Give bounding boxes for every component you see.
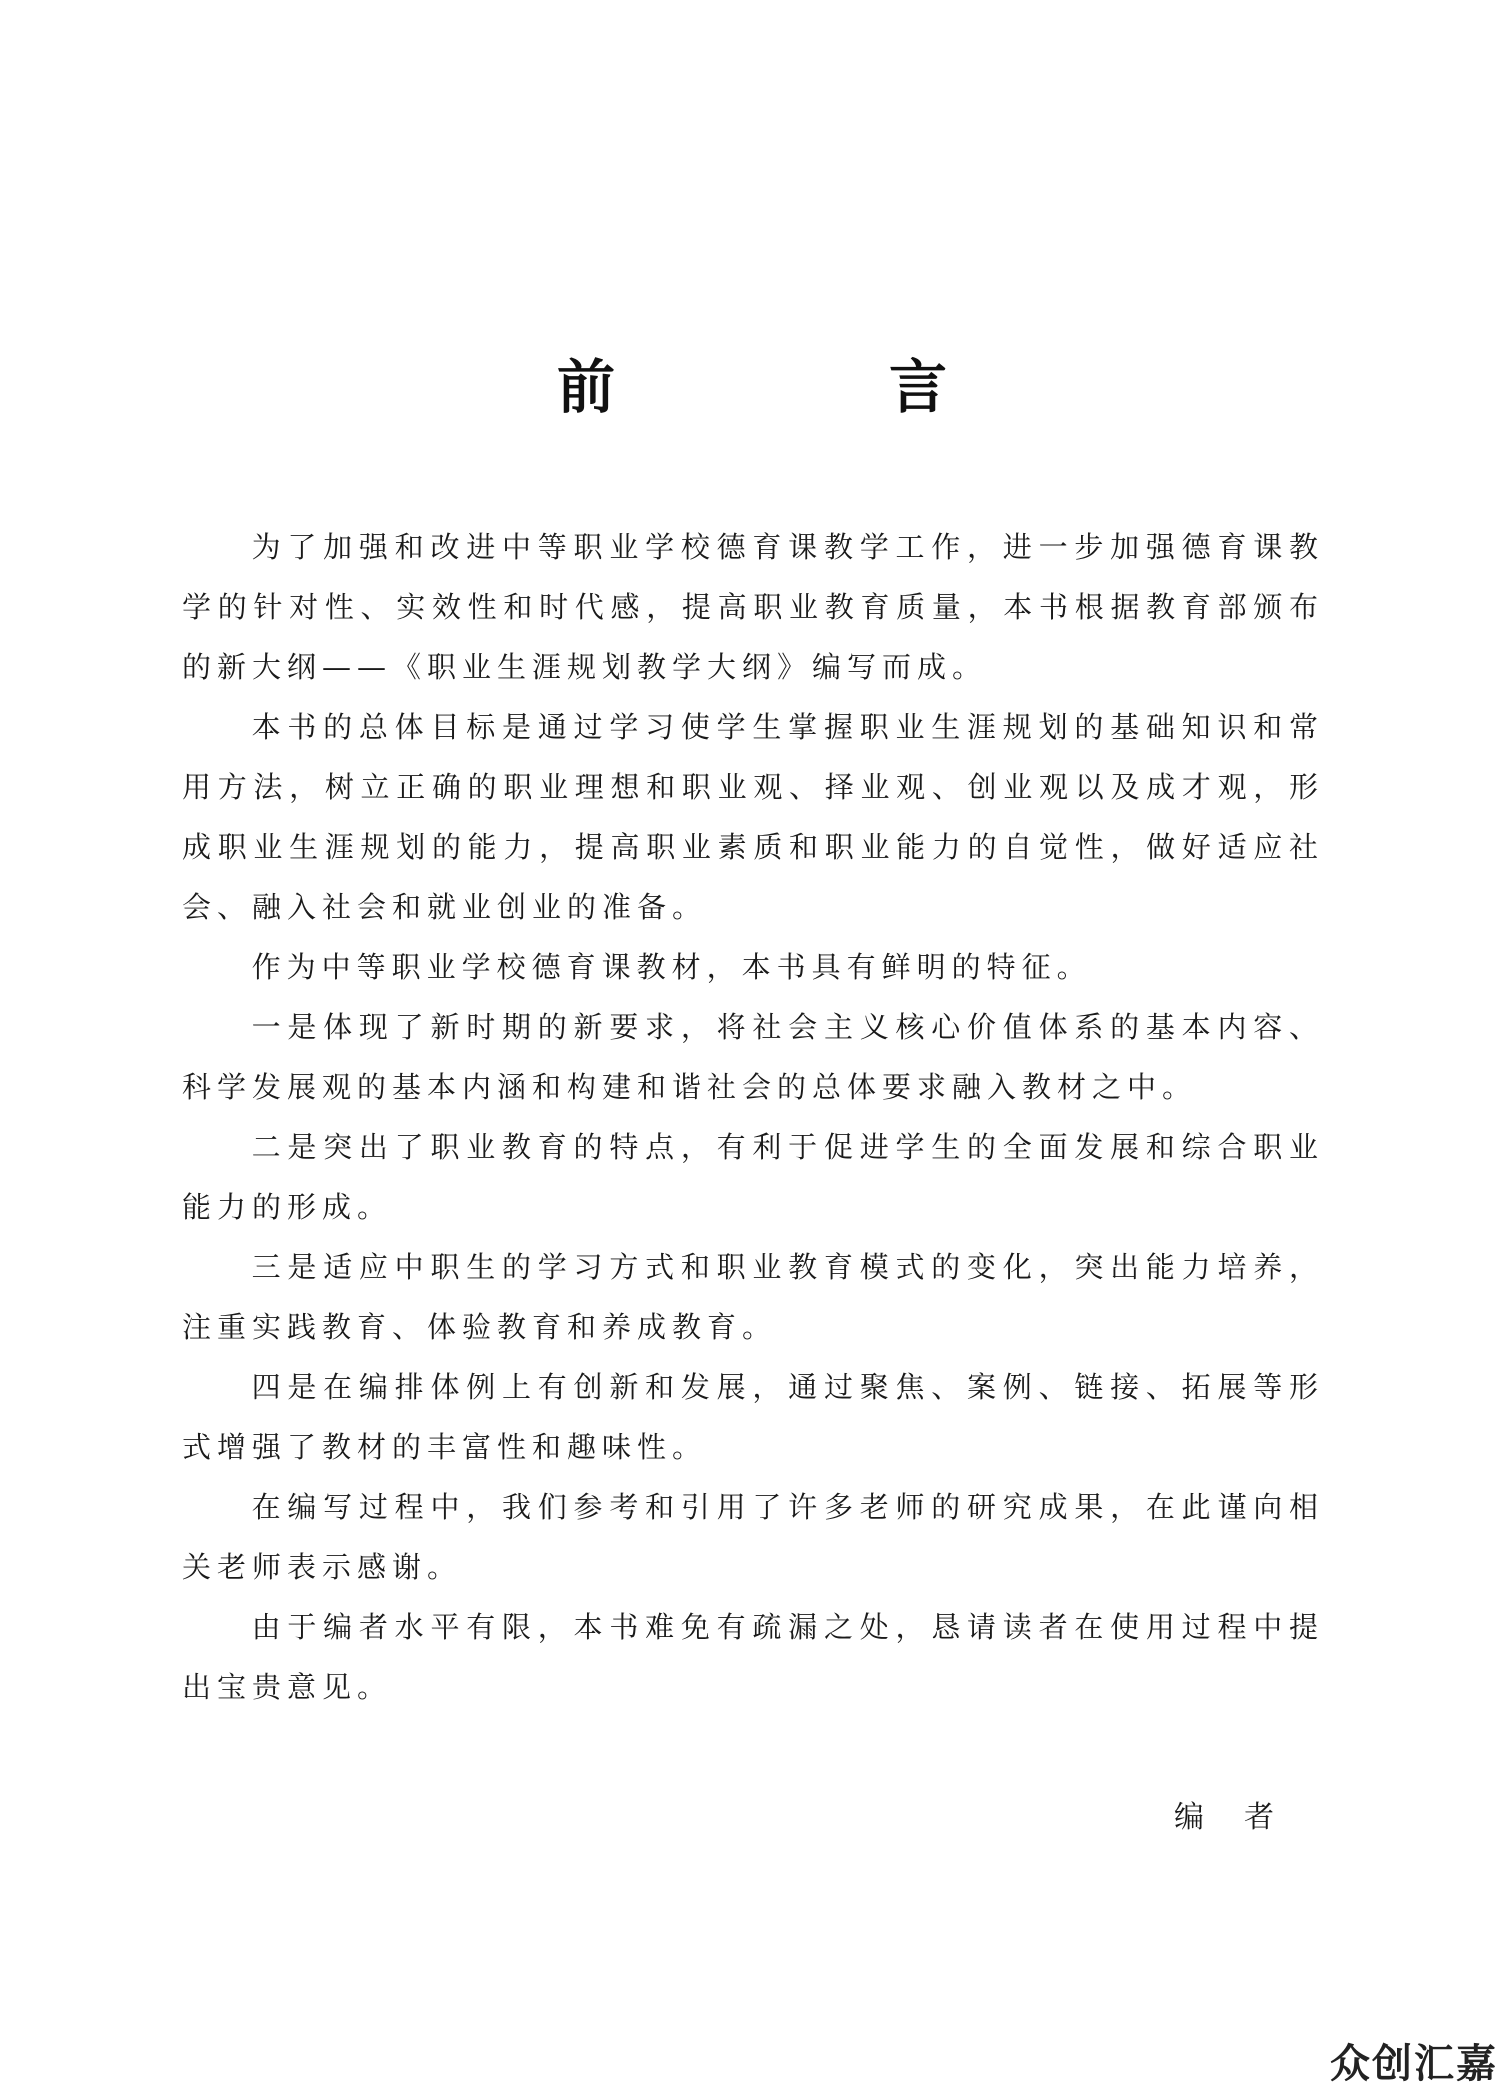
paragraph-7: 四是在编排体例上有创新和发展，通过聚焦、案例、链接、拓展等形式增强了教材的丰富性和趣味性。 xyxy=(182,1370,1324,1464)
paragraph-3: 作为中等职业学校德育课教材，本书具有鲜明的特征。 xyxy=(251,950,1092,984)
paragraph-6: 三是适应中职生的学习方式和职业教育模式的变化，突出能力培养，注重实践教育、体验教育和养成教育。 xyxy=(182,1250,1324,1344)
paragraph-2: 本书的总体目标是通过学习使学生掌握职业生涯规划的基础知识和常用方法，树立正确的职业理想和职业观、择业观、创业观以及成才观，形成职业生涯规划的能力，提高职业素质和职业能力的自觉性，做好适应社会、融入社会和就业创业的准备。 xyxy=(182,710,1324,924)
paragraph-8: 在编写过程中，我们参考和引用了许多老师的研究成果，在此谨向相关老师表示感谢。 xyxy=(182,1490,1324,1584)
paragraph-9: 由于编者水平有限，本书难免有疏漏之处，恳请读者在使用过程中提出宝贵意见。 xyxy=(182,1610,1324,1704)
paragraph-5: 二是突出了职业教育的特点，有利于促进学生的全面发展和综合职业能力的形成。 xyxy=(182,1130,1324,1224)
author-signature: 编者 xyxy=(1174,1800,1314,1835)
watermark-logo: 众创汇嘉 xyxy=(1330,2041,1498,2087)
preface-body xyxy=(182,517,1324,1717)
paragraph-4: 一是体现了新时期的新要求，将社会主义核心价值体系的基本内容、科学发展观的基本内涵和构建和谐社会的总体要求融入教材之中。 xyxy=(182,1010,1324,1104)
paragraph-1: 为了加强和改进中等职业学校德育课教学工作，进一步加强德育课教学的针对性、实效性和时代感，提高职业教育质量，本书根据教育部颁布的新大纲——《职业生涯规划教学大纲》编写而成。 xyxy=(182,530,1324,684)
page-title: 前 言 xyxy=(556,353,1055,421)
